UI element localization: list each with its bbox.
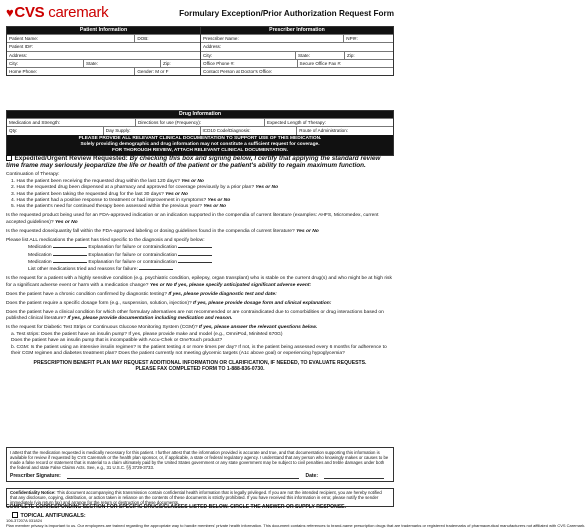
dose-yes-no[interactable]: Yes or No bbox=[296, 228, 319, 234]
notice-line-2: Solely providing demographic and drug information may not constitute a sufficient request for coverage. bbox=[80, 141, 320, 147]
dosage-followup: If yes, please provide dosage form and clinical explanation: bbox=[193, 300, 332, 306]
diabetic-cgm: b. CGM: Is the patient using an intensive insulin regimen? Is the patient testing 4 or more times per day? If not, is the patient being assessed every 6 months for adherence to their CGM regimen and diabetes treatment plan? Does the patient currently not meeting glycemic targets (A1c above goal) or experiencing hypoglycemia? bbox=[11, 344, 387, 356]
patient-heading: Patient Information bbox=[7, 27, 200, 34]
prescriber-npi-field[interactable]: NPI#: bbox=[343, 35, 393, 42]
medication-row bbox=[6, 252, 394, 259]
medication-label: Medication bbox=[28, 245, 52, 251]
fda-text: Is the requested product being used for an FDA-approved indication or an indication supported in the compendia of current literature (examples: AHFS, Micromedex, current accepted guidelines)? bbox=[6, 213, 379, 225]
contact-person-field[interactable]: Contact Person at Doctor's Office: bbox=[203, 69, 273, 75]
icd10-field[interactable]: ICD10 Code/Diagnosis: bbox=[200, 127, 297, 134]
chronic-question bbox=[6, 292, 394, 298]
footer-code: 106-37207A 031824 bbox=[6, 518, 43, 523]
q2-text: 2. Has the requested drug been dispensed at a pharmacy and approved for coverage previously by a prior plan? bbox=[11, 185, 255, 191]
footer bbox=[6, 518, 585, 528]
footer-text: Plan member privacy is important to us. Our employees are trained regarding the appropriate way to handle members' private health information. This document contains references to brand-name prescription drugs that are trademarks or registered trademarks of pharmaceutical manufacturers not affiliated with CVS Caremark. bbox=[6, 522, 585, 528]
other-meds-label: List other medications tried and reasons for failure: bbox=[28, 267, 138, 273]
patient-address-field[interactable]: Address: bbox=[9, 52, 28, 58]
patient-gender-field[interactable]: Gender: M or F bbox=[134, 68, 200, 75]
patient-dob-field[interactable]: DOB: bbox=[134, 35, 200, 42]
documentation-notice bbox=[7, 135, 393, 156]
other-medications bbox=[6, 266, 394, 273]
medication-blank[interactable] bbox=[53, 259, 87, 263]
explanation-blank[interactable] bbox=[178, 244, 212, 248]
q1-text: 1. Has the patient been receiving the requested drug within the last 120 days? bbox=[11, 178, 180, 184]
q3-yes-no[interactable]: Yes or No bbox=[165, 191, 188, 197]
heart-icon: ♥ bbox=[6, 5, 14, 20]
prescriber-name-field[interactable]: Prescriber Name: bbox=[203, 36, 239, 41]
benefit-plan-notice: PRESCRIPTION BENEFIT PLAN MAY REQUEST ADDITIONAL INFORMATION OR CLARIFICATION, IF NEEDED, TO EVALUATE REQUESTS. bbox=[33, 359, 367, 366]
expedited-review bbox=[6, 155, 394, 170]
prescriber-heading: Prescriber Information bbox=[201, 27, 393, 34]
drug-information-grid bbox=[6, 110, 394, 156]
fda-yes-no[interactable]: Yes or No bbox=[54, 219, 78, 225]
diabetic-test-strips: a. Test strips: Does the patient have an insulin pump? If yes, please provide make and model (e.g., OmniPod, MiniMed 670G) bbox=[11, 331, 283, 337]
other-meds-blank[interactable] bbox=[139, 266, 173, 270]
dosage-text: Does the patient require a specific dosage form (e.g., suspension, solution, injection)? bbox=[6, 300, 192, 306]
q5-text: 5. Has the patient's need for continued therapy been assessed within the previous year? bbox=[11, 204, 202, 210]
form-header bbox=[6, 4, 394, 22]
diabetic-text: Is the request for Diabetic Test Strips or Continuous Glucose Monitoring System (CGM)? bbox=[6, 325, 198, 331]
continuation-label: Continuation of Therapy: bbox=[6, 172, 60, 178]
high-risk-followup: If yes, please specify anticipated significant adverse event: bbox=[173, 282, 312, 288]
explanation-label: Explanation for failure or contraindication bbox=[88, 260, 178, 266]
condition-question bbox=[6, 310, 394, 323]
chronic-text: Does the patient have a chronic condition confirmed by diagnostic testing? bbox=[6, 291, 167, 297]
dosage-form-question bbox=[6, 301, 394, 307]
explanation-blank[interactable] bbox=[178, 252, 212, 256]
topical-checkbox[interactable] bbox=[12, 512, 18, 518]
complete-section-instruction: COMPLETE CORRESPONDING SECTION FOR SPECIFIC DRUGS/CLASSES LISTED BELOW. CIRCLE THE ANSWER OR SUPPLY RESPONSE. bbox=[6, 504, 346, 510]
q2-yes-no[interactable]: Yes or No bbox=[255, 185, 279, 191]
form-title: Formulary Exception/Prior Authorization Request Form bbox=[179, 9, 394, 18]
fax-notice: PLEASE FAX COMPLETED FORM TO 1-888-836-0730. bbox=[135, 366, 265, 373]
prescriber-zip-field[interactable]: Zip: bbox=[344, 52, 393, 59]
topical-label: TOPICAL ANTIFUNGALS: bbox=[20, 513, 86, 519]
high-risk-yes-no[interactable]: Yes or No bbox=[149, 282, 173, 288]
patient-zip-field[interactable]: Zip: bbox=[160, 60, 200, 67]
q4-yes-no[interactable]: Yes or No bbox=[207, 198, 231, 204]
prescriber-state-field[interactable]: State: bbox=[295, 52, 344, 59]
explanation-label: Explanation for failure or contraindication bbox=[88, 252, 178, 258]
high-risk-text: Is the request for a patient with a highly sensitive condition (e.g. psychiatric condition, epilepsy, organ transplant) who is stable on the current drug(s) and who might be at high risk for a significant adverse event or harm with a medication change? bbox=[6, 276, 392, 288]
condition-text: Does the patient have a clinical condition for which other formulary alternatives are not recommended or are contraindicated due to comorbidities or drug interactions based on published clinical literature? bbox=[6, 309, 384, 322]
date-label: Date: bbox=[305, 473, 318, 480]
date-line[interactable] bbox=[324, 474, 384, 479]
expedited-text: By checking this box and signing below, I certify that applying the standard review time frame may seriously jeopardize the life or health of the patient or the patient's ability to regain maximum function. bbox=[6, 155, 381, 170]
continuation-q5 bbox=[6, 204, 394, 210]
attestation-box bbox=[6, 447, 394, 482]
condition-followup: If yes, please provide documentation including medication and reason. bbox=[67, 316, 233, 322]
office-fax-field[interactable]: Secure Office Fax #: bbox=[297, 60, 394, 67]
medication-blank[interactable] bbox=[53, 252, 87, 256]
notice-line-3: FOR THOROUGH REVIEW, ATTACH RELEVANT CLINICAL DOCUMENTATION. bbox=[112, 148, 288, 153]
q5-yes-no[interactable]: Yes or No bbox=[203, 204, 226, 210]
confidentiality-label: Confidentiality Notice: bbox=[10, 490, 56, 495]
patient-state-field[interactable]: State: bbox=[83, 60, 160, 67]
diabetic-followup: If yes, please answer the relevant questions below. bbox=[198, 325, 318, 331]
medication-label: Medication bbox=[28, 260, 52, 266]
q3-text: 3. Has the patient been taking the requested drug for the last 30 days? bbox=[11, 191, 164, 197]
prescriber-signature-label: Prescriber Signature: bbox=[10, 473, 61, 480]
prescriber-address-field[interactable]: Address: bbox=[203, 44, 222, 50]
prescriber-section bbox=[200, 27, 393, 75]
diabetic-pump-compat: Does the patient have an insulin pump that is incompatible with Accu-Chek or OneTouch product? bbox=[11, 338, 223, 344]
tried-medications-question: Please list ALL medications the patient has tried specific to the diagnosis and specify below: bbox=[6, 237, 205, 243]
attestation-text: I attest that the medication requested is medically necessary for this patient. I further attest that the information provided is accurate and true, and that documentation supporting this information is available for review if requested by CVS Caremark or the health plan sponsor, or, if applicable, a state or federal regulatory agency. I understand that any person who knowingly makes or causes to be made a false record or statement that is material to a claim ultimately paid by the United States government or any state government may be subject to civil penalties and treble damages under both the federal and state False Claims Acts. See, e.g., 31 U.S.C. §§ 3729-3733. bbox=[10, 450, 389, 471]
expedited-checkbox[interactable] bbox=[6, 155, 12, 161]
route-field[interactable]: Route of Administration: bbox=[296, 127, 393, 134]
dose-question bbox=[6, 229, 394, 235]
day-supply-field[interactable]: Day Supply: bbox=[103, 127, 200, 134]
q1-yes-no[interactable]: Yes or No bbox=[181, 178, 204, 184]
confidentiality-text: This document accompanying this transmission contain confidential health information that is legally privileged. If you are not the intended recipient, you are hereby notified that any disclosure, copying, distribution, or action taken in reliance on the contents of these documents is strictly prohibited. If you have received this information in error, please notify the sender immediately (via return fax) and arrange for the return or destruction of these documents. bbox=[10, 490, 382, 506]
logo-brand: CVS bbox=[14, 4, 45, 21]
q4-text: 4. Has the patient had a positive response to treatment or had improvement in symptoms? bbox=[11, 198, 207, 204]
medication-row bbox=[6, 259, 394, 266]
fda-question bbox=[6, 213, 394, 226]
cvs-caremark-logo bbox=[6, 4, 108, 21]
questions-section bbox=[6, 155, 394, 373]
expected-length-field[interactable]: Expected Length of Therapy: bbox=[264, 119, 393, 126]
patient-phone-field[interactable]: Home Phone: bbox=[9, 69, 38, 75]
prescriber-city-field[interactable]: City: bbox=[203, 52, 213, 58]
medication-strength-field[interactable]: Medication and Strength: bbox=[9, 120, 61, 125]
qty-field[interactable]: Qty: bbox=[9, 128, 18, 134]
explanation-blank[interactable] bbox=[178, 259, 212, 263]
high-risk-question bbox=[6, 276, 394, 289]
signature-line[interactable] bbox=[67, 474, 300, 479]
patient-prescriber-grid bbox=[6, 26, 394, 76]
logo-sub: caremark bbox=[48, 4, 109, 21]
chronic-followup: If yes, please provide diagnostic test and date: bbox=[168, 291, 277, 297]
signature-row bbox=[10, 474, 390, 479]
office-phone-field[interactable]: Office Phone #: bbox=[203, 60, 235, 66]
medication-blank[interactable] bbox=[53, 244, 87, 248]
medication-label: Medication bbox=[28, 252, 52, 258]
directions-field[interactable]: Directions for use (Frequency): bbox=[135, 119, 264, 126]
drug-heading: Drug Information bbox=[7, 111, 393, 118]
expedited-label: Expedited/Urgent Review Requested: bbox=[14, 155, 128, 162]
patient-section bbox=[7, 27, 200, 75]
patient-id-field[interactable]: Patient ID#: bbox=[9, 44, 34, 50]
dose-text: Is the requested dose/quantity fall within the FDA-approved labeling or dosing guidelines found in the compendia of current literature? bbox=[6, 228, 295, 234]
patient-city-field[interactable]: City: bbox=[9, 60, 19, 66]
patient-name-field[interactable]: Patient Name: bbox=[9, 36, 39, 41]
notice-line-1: PLEASE PROVIDE ALL RELEVANT CLINICAL DOCUMENTATION TO SUPPORT USE OF THIS MEDICATION. bbox=[78, 135, 322, 141]
medication-row bbox=[6, 244, 394, 251]
explanation-label: Explanation for failure or contraindication bbox=[88, 245, 178, 251]
